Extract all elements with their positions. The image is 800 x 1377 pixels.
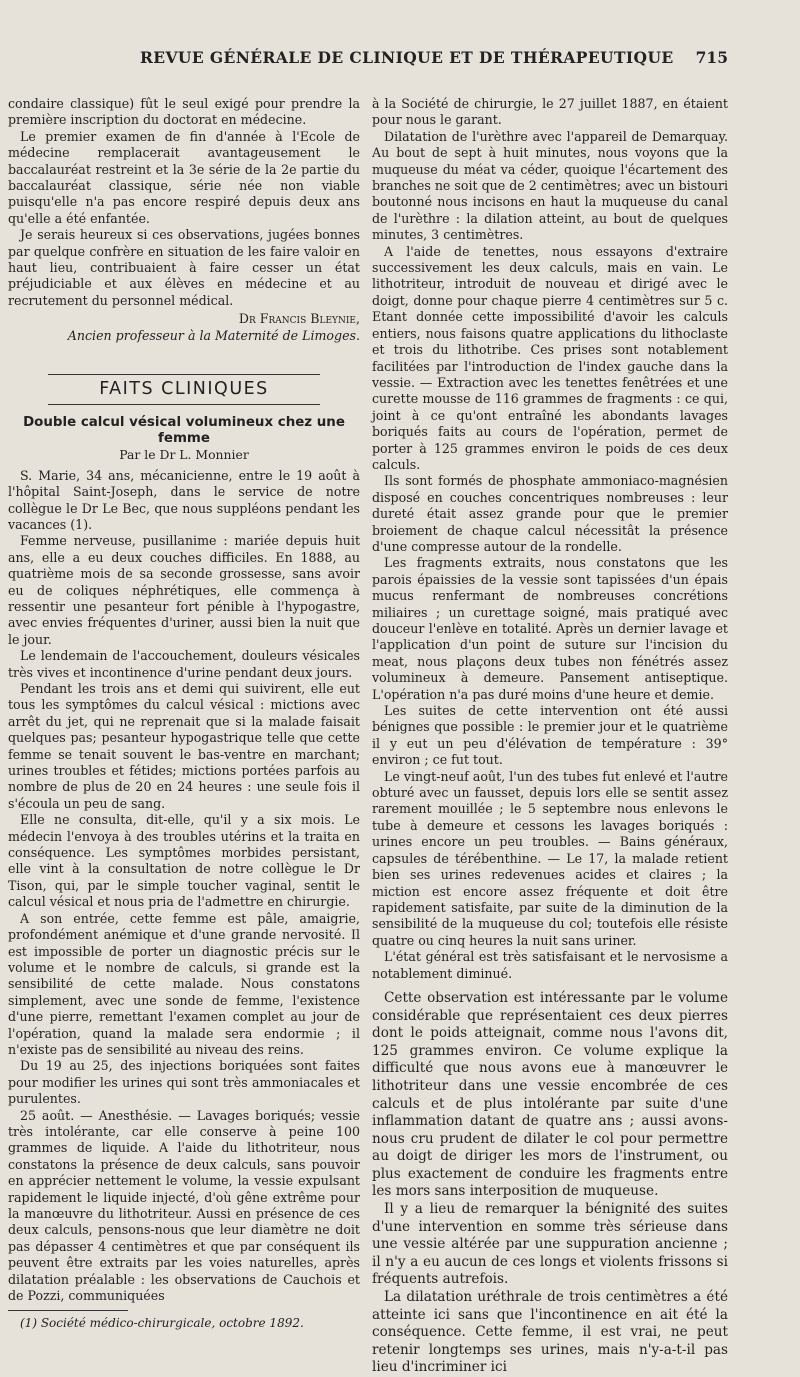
page-number: 715 <box>695 48 728 67</box>
signature-name: Dr Francis Bleynie, <box>238 311 360 327</box>
commentary-paragraph: Cette observation est intéressante par le volume considérable que représentaient ces deux pierres dont le poids atteignait, comme nous l'avons dit, 125 grammes environ. Ce volume explique la difficulté que nous avons eue à manœuvrer le lithotriteur dans une vessie encombrée de ces calculs et de plus intolérante par suite d'une inflammation datant de quatre ans ; aussi avons-nous cru prudent de dilater le col pour permettre au doigt de diriger les mors de l'instrument, ou plus exactement de conduire les fragments entre les mors sans interposition de muqueuse. <box>372 989 728 1200</box>
section-heading: FAITS CLINIQUES <box>99 379 269 400</box>
paragraph: Du 19 au 25, des injections boriquées sont faites pour modifier les urines qui sont très ammoniacales et purulentes. <box>8 1058 360 1107</box>
paragraph: Femme nerveuse, pusillanime : mariée depuis huit ans, elle a eu deux couches difficiles. En 1888, au quatrième mois de sa seconde grossesse, sans avoir eu de coliques néphrétiques, elle commença à ressentir une pesanteur fort pénible à l'hypogastre, avec envies fréquentes d'uriner, aussi bien la nuit que le jour. <box>8 533 360 647</box>
paragraph: Les suites de cette intervention ont été aussi bénignes que possible : le premier jour et le quatrième il y eut un peu d'élévation de température : 39° environ ; ce fut tout. <box>372 703 728 768</box>
article-title: Double calcul vésical volumineux chez une femme <box>23 414 345 446</box>
paragraph: Je serais heureux si ces observations, jugées bonnes par quelque confrère en situation de les faire valoir en haut lieu, contribuaient à faire cesser un état préjudiciable et aux élèves en médecine et au recrutement du personnel médical. <box>8 227 360 308</box>
paragraph: A son entrée, cette femme est pâle, amaigrie, profondément anémique et d'une grande nervosité. Il est impossible de porter un diagnostic précis sur le volume et le nombre de calculs, si grande est la sensibilité de cette malade. Nous constatons simplement, avec une sonde de femme, l'existence d'une pierre, remettant l'examen complet au jour de l'opération, quand la malade sera endormie ; il n'existe pas de sensibilité au niveau des reins. <box>8 910 360 1057</box>
right-column <box>372 96 728 1377</box>
section-rule-top <box>48 374 320 375</box>
paragraph: à la Société de chirurgie, le 27 juillet 1887, en étaient pour nous le garant. <box>372 96 728 128</box>
spacer <box>372 982 728 990</box>
paragraph: Les fragments extraits, nous constatons que les parois épaissies de la vessie sont tapissées d'un épais mucus renfermant de nombreuses concrétions miliaires ; un curettage soigné, mais pratiqué avec douceur l'enlève en totalité. Après un dernier lavage et l'application d'un point de suture sur l'incision du meat, nous plaçons deux tubes non fénétrés assez volumineux à demeure. Pansement antiseptique. L'opération n'a pas duré moins d'une heure et demie. <box>372 555 728 702</box>
paragraph: Pendant les trois ans et demi qui suivirent, elle eut tous les symptômes du calcul vésical : mictions avec arrêt du jet, qui ne reprenait que si la malade faisait quelques pas; pesanteur hypogastrique telle que cette femme se tenait souvent le bas-ventre en marchant; urines troubles et fétides; mictions portées parfois au nombre de plus de 20 en 24 heures : une seule fois il s'écoula un peu de sang. <box>8 681 360 811</box>
paragraph: Dilatation de l'urèthre avec l'appareil de Demarquay. Au bout de sept à huit minutes, nous voyons que la muqueuse du méat va céder, quoique l'écartement des branches ne soit que de 2 centimètres; avec un bistouri boutonné nous incisons en haut la muqueuse du canal de l'urèthre : la dilation atteint, au bout de quelques minutes, 3 centimètres. <box>372 128 728 243</box>
page-header <box>0 40 800 80</box>
paragraph: Le vingt-neuf août, l'un des tubes fut enlevé et l'autre obturé avec un fausset, depuis lors elle se sentit assez rarement mouillée ; le 5 septembre nous enlevons le tube à demeure et cessons les lavages boriqués : urines encore un peu troubles. — Bains généraux, capsules de térébenthine. — Le 17, la malade retient bien ses urines redevenues acides et claires ; la miction est encore assez fréquente et doit être rapidement satisfaite, par suite de la diminution de la sensibilité de la muqueuse du col; toutefois elle résiste quatre ou cinq heures la nuit sans uriner. <box>372 768 728 948</box>
running-title: REVUE GÉNÉRALE DE CLINIQUE ET DE THÉRAPEUTIQUE <box>140 48 674 67</box>
commentary-paragraph: La dilatation uréthrale de trois centimètres a été atteinte ici sans que l'incontinence en ait été la conséquence. Cette femme, il est vrai, ne peut retenir longtemps ses urines, mais n'y-a-t-il pas lieu d'incriminer ici <box>372 1289 728 1376</box>
paragraph: Ils sont formés de phosphate ammoniaco-magnésien disposé en couches concentriques nombreuses : leur dureté était assez grande pour que le premier broiement de chaque calcul nécessitât la présence d'une compresse autour de la rondelle. <box>372 473 728 554</box>
footnote: (1) Société médico-chirurgicale, octobre 1892. <box>20 1316 304 1331</box>
paragraph: A l'aide de tenettes, nous essayons d'extraire successivement les deux calculs, mais en vain. Le lithotriteur, introduit de nouveau et dirigé avec le doigt, donne pour chaque pierre 4 centimètres sur 5 c. Etant donnée cette impossibilité d'avoir les calculs entiers, nous faisons quatre applications du lithoclaste et trois du lithotribe. Ces prises sont notablement facilitées par l'introduction de l'index gauche dans la vessie. — Extraction avec les tenettes fenêtrées et une curette mousse de 116 grammes de fragments : ce qui, joint à ce qu'ont entraîné les abondants lavages boriqués faits au cours de l'opération, permet de porter à 125 grammes environ le poids de ces deux calculs. <box>372 243 728 472</box>
paragraph: S. Marie, 34 ans, mécanicienne, entre le 19 août à l'hôpital Saint-Joseph, dans le service de notre collègue le Dr Le Bec, que nous suppléons pendant les vacances (1). <box>8 467 360 532</box>
paragraph: 25 août. — Anesthésie. — Lavages boriqués; vessie très intolérante, car elle conserve à peine 100 grammes de liquide. A l'aide du lithotriteur, nous constatons la présence de deux calculs, sans pouvoir en apprécier nettement le volume, la vessie expulsant rapidement le liquide injecté, d'où gêne extrême pour la manœuvre du lithotriteur. Aussi en présence de ces deux calculs, pensons-nous que leur diamètre ne doit pas dépasser 4 centimètres et que par conséquent ils peuvent être extraits par les voies naturelles, après dilatation préalable : les observations de Cauchois et de Pozzi, communiquées <box>8 1107 360 1304</box>
left-column <box>8 96 360 1332</box>
paragraph: Elle ne consulta, dit-elle, qu'il y a six mois. Le médecin l'envoya à des troubles utérins et la traita en conséquence. Les symptômes morbides persistant, elle vint à la consultation de notre collègue le Dr Tison, qui, par le simple toucher vaginal, sentit le calcul vésical et nous pria de l'admettre en chirurgie. <box>8 812 360 910</box>
article-author: Par le Dr L. Monnier <box>119 447 249 463</box>
paragraph: Le premier examen de fin d'année à l'Ecole de médecine remplacerait avantageusement le baccalauréat restreint et la 3e série de la 2e partie du baccalauréat classique, série née non viable puisqu'elle n'a pas encore respiré depuis deux ans qu'elle a été enfantée. <box>8 128 360 226</box>
section-rule-bottom <box>48 404 320 405</box>
footnote-rule <box>8 1310 128 1311</box>
paragraph: L'état général est très satisfaisant et le nervosisme a notablement diminué. <box>372 949 728 981</box>
commentary-paragraph: Il y a lieu de remarquer la bénignité des suites d'une intervention en somme très sérieuse dans une vessie altérée par une suppuration ancienne ; il n'y a eu aucun de ces longs et violents frissons si fréquents autrefois. <box>372 1201 728 1288</box>
signature-role: Ancien professeur à la Maternité de Limoges. <box>67 327 360 343</box>
paragraph: condaire classique) fût le seul exigé pour prendre la première inscription du doctorat en médecine. <box>8 96 360 128</box>
paragraph: Le lendemain de l'accouchement, douleurs vésicales très vives et incontinence d'urine pendant deux jours. <box>8 648 360 680</box>
